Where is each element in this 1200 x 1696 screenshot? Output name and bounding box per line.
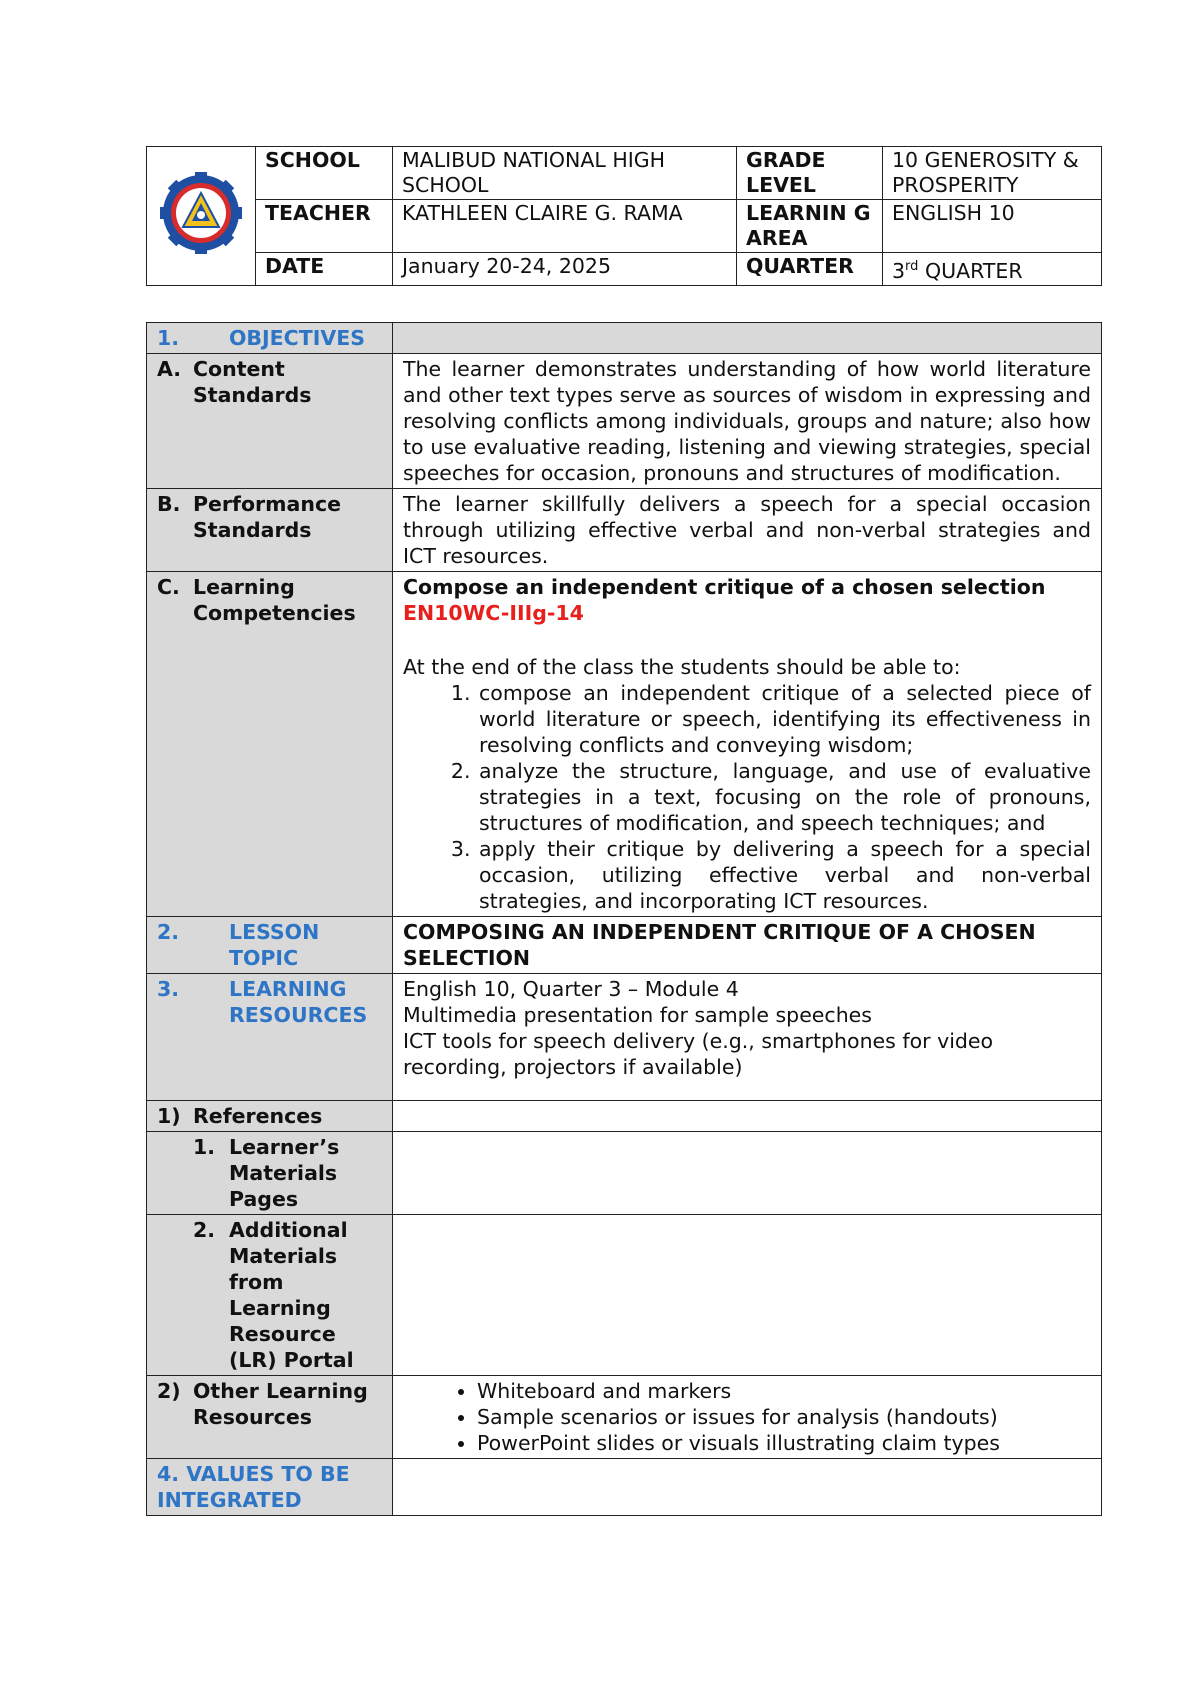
date-label: DATE bbox=[256, 253, 393, 286]
values-heading: 4. VALUES TO BE INTEGRATED bbox=[147, 1459, 393, 1516]
learning-competencies-label: C. Learning Competencies bbox=[147, 572, 393, 917]
competency-code: EN10WC-IIIg-14 bbox=[403, 601, 584, 625]
learning-competencies-content bbox=[393, 572, 1102, 917]
header-row-school bbox=[147, 147, 1102, 200]
additional-materials-empty-cell bbox=[393, 1215, 1102, 1376]
lesson-topic-row bbox=[147, 917, 1102, 974]
references-label: 1) References bbox=[147, 1101, 393, 1132]
list-item: 3. apply their critique by delivering a speech for a special occasion, utilizing effective verbal and non-verbal strategies, and incorporating ICT resources. bbox=[477, 836, 1091, 914]
teacher-label: TEACHER bbox=[256, 200, 393, 253]
learning-resources-row bbox=[147, 974, 1102, 1101]
resource-line: ICT tools for speech delivery (e.g., smartphones for video recording, projectors if available) bbox=[403, 1029, 994, 1079]
quarter-label: QUARTER bbox=[737, 253, 883, 286]
school-seal-icon bbox=[160, 172, 242, 254]
area-value: ENGLISH 10 bbox=[883, 200, 1102, 253]
values-empty-cell bbox=[393, 1459, 1102, 1516]
references-empty-cell bbox=[393, 1101, 1102, 1132]
additional-materials-row bbox=[147, 1215, 1102, 1376]
school-value: MALIBUD NATIONAL HIGH SCHOOL bbox=[393, 147, 737, 200]
list-item: • Whiteboard and markers bbox=[477, 1378, 1091, 1404]
lesson-topic-text: COMPOSING AN INDEPENDENT CRITIQUE OF A CHOSEN SELECTION bbox=[393, 917, 1102, 974]
list-item: • Sample scenarios or issues for analysis (handouts) bbox=[477, 1404, 1091, 1430]
other-resources-label: 2) Other Learning Resources bbox=[147, 1376, 393, 1459]
content-standards-row bbox=[147, 354, 1102, 489]
school-label: SCHOOL bbox=[256, 147, 393, 200]
performance-standards-text: The learner skillfully delivers a speech for a special occasion through utilizing effective verbal and non-verbal strategies and ICT resources. bbox=[393, 489, 1102, 572]
learners-materials-row bbox=[147, 1132, 1102, 1215]
references-row bbox=[147, 1101, 1102, 1132]
objectives-heading: 1. OBJECTIVES bbox=[147, 323, 393, 354]
content-standards-text: The learner demonstrates understanding of how world literature and other text types serve as sources of wisdom in expressing and resolving conflicts among individuals, groups and nature; also how to use evaluative reading, listening and viewing strategies, special speeches for occasion, pronouns and structures of modification. bbox=[393, 354, 1102, 489]
resource-line: Multimedia presentation for sample speeches bbox=[403, 1003, 872, 1027]
list-item: 1. compose an independent critique of a selected piece of world literature or speech, identifying its effectiveness in resolving conflicts and conveying wisdom; bbox=[477, 680, 1091, 758]
objectives-list bbox=[403, 680, 1091, 914]
objectives-row bbox=[147, 323, 1102, 354]
resource-line: English 10, Quarter 3 – Module 4 bbox=[403, 977, 739, 1001]
quarter-value: 3rd QUARTER bbox=[883, 253, 1102, 286]
list-item: • PowerPoint slides or visuals illustrating claim types bbox=[477, 1430, 1091, 1456]
competency-title: Compose an independent critique of a chosen selection EN10WC-IIIg-14 bbox=[403, 575, 1046, 625]
learners-materials-label: 1. Learner’s Materials Pages bbox=[147, 1132, 393, 1215]
other-resources-list bbox=[403, 1378, 1091, 1456]
learning-resources-heading: 3. LEARNING RESOURCES bbox=[147, 974, 393, 1101]
objectives-empty-cell bbox=[393, 323, 1102, 354]
performance-standards-label: B. Performance Standards bbox=[147, 489, 393, 572]
list-item: 2. analyze the structure, language, and use of evaluative strategies in a text, focusing on the role of pronouns, structures of modification, and speech techniques; and bbox=[477, 758, 1091, 836]
header-row-date bbox=[147, 253, 1102, 286]
other-resources-row bbox=[147, 1376, 1102, 1459]
learning-resources-content bbox=[393, 974, 1102, 1101]
teacher-value: KATHLEEN CLAIRE G. RAMA bbox=[393, 200, 737, 253]
area-label: LEARNIN G AREA bbox=[737, 200, 883, 253]
learning-competencies-row bbox=[147, 572, 1102, 917]
logo-cell bbox=[147, 147, 256, 286]
header-row-teacher bbox=[147, 200, 1102, 253]
grade-label: GRADE LEVEL bbox=[737, 147, 883, 200]
other-resources-content bbox=[393, 1376, 1102, 1459]
additional-materials-label: 2. Additional Materials from Learning Resource (LR) Portal bbox=[147, 1215, 393, 1376]
learners-materials-empty-cell bbox=[393, 1132, 1102, 1215]
lesson-plan-table bbox=[146, 322, 1102, 1516]
header-table bbox=[146, 146, 1102, 286]
values-row bbox=[147, 1459, 1102, 1516]
date-value: January 20-24, 2025 bbox=[393, 253, 737, 286]
lesson-topic-heading: 2. LESSON TOPIC bbox=[147, 917, 393, 974]
grade-value: 10 GENEROSITY & PROSPERITY bbox=[883, 147, 1102, 200]
performance-standards-row bbox=[147, 489, 1102, 572]
objectives-intro: At the end of the class the students should be able to: bbox=[403, 655, 961, 679]
content-standards-label: A. Content Standards bbox=[147, 354, 393, 489]
